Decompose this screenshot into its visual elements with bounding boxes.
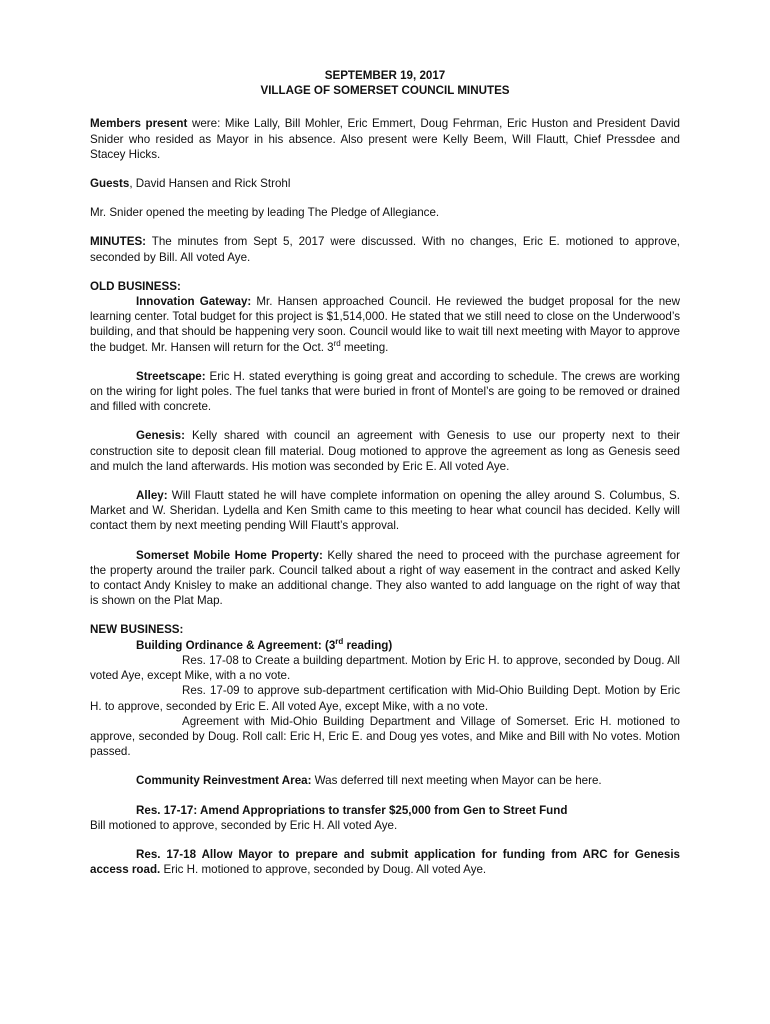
document-title: VILLAGE OF SOMERSET COUNCIL MINUTES <box>260 84 510 98</box>
minutes-text: The minutes from Sept 5, 2017 were discussed. With no changes, Eric E. motioned to approve, seconded by Bill. All voted Aye. <box>90 235 680 264</box>
mobile-home-text: Kelly shared the need to proceed with the purchase agreement for the property around the trailer park. Council talked about a right of way easement in the contract and asked Kelly to contact Andy Knisley to make an additional change. They also wanted to add language on the right of way that is shown on the Plat Map. <box>90 548 680 608</box>
community-label: Community Reinvestment Area: <box>136 774 312 788</box>
minutes-document <box>90 68 680 877</box>
res-17-17 <box>90 803 680 818</box>
community-reinvestment <box>90 773 680 788</box>
innovation-text: Mr. Hansen approached Council. He reviewed the budget proposal for the new learning center. Total budget for this project is $1,514,000. He stated that we still need to close on the Underwood’s building, and that should be happening very soon. Council would like to wait till next meeting with Mayor to approve the budget. Mr. Hansen will return for the Oct. 3 <box>90 295 680 354</box>
res-17-17-label: Res. 17-17: Amend Appropriations to transfer $25,000 from Gen to Street Fund <box>136 803 568 817</box>
guests <box>90 176 680 191</box>
innovation-tail: meeting. <box>340 340 389 354</box>
streetscape <box>90 369 680 415</box>
old-business-heading: OLD BUSINESS: <box>90 279 181 293</box>
genesis-text: Kelly shared with council an agreement with Genesis to use our property next to their construction site to deposit clean fill material. Doug motioned to approve the agreement as long as Genesis seed and mulch the land afterwards. His motion was seconded by Eric E. All voted Aye. <box>90 429 680 473</box>
minutes-section <box>90 234 680 264</box>
minutes-label: MINUTES: <box>90 235 147 249</box>
guests-text: , David Hansen and Rick Strohl <box>129 177 291 191</box>
building-ordinance-heading: Building Ordinance & Agreement: (3rd reading) <box>136 636 393 652</box>
meeting-date: SEPTEMBER 19, 2017 <box>324 69 446 82</box>
res-17-18-label: Res. 17-18 Allow Mayor to prepare and submit application for funding from ARC for Genesis access road. <box>90 847 680 877</box>
mobile-home-label: Somerset Mobile Home Property: <box>136 548 323 562</box>
mobile-home-property <box>90 548 680 609</box>
alley-text: Will Flautt stated he will have complete information on opening the alley around S. Columbus, S. Market and W. Sheridan. Lydella and Ken Smith came to this meeting to hear what council has decided. Kelly will contact them by next meeting pending Will Flautt’s approval. <box>90 489 680 533</box>
alley-label: Alley: <box>136 489 168 503</box>
res-17-17-text: Bill motioned to approve, seconded by Eric H. All voted Aye. <box>90 818 398 832</box>
members-label: Members present <box>90 117 188 131</box>
streetscape-label: Streetscape: <box>136 369 206 383</box>
members-present <box>90 116 680 162</box>
innovation-gateway <box>90 294 680 355</box>
genesis <box>90 428 680 474</box>
members-text: were: Mike Lally, Bill Mohler, Eric Emmert, Doug Fehrman, Eric Huston and President David Snider who resided as Mayor in his absence. Also present were Kelly Beem, Will Flautt, Chief Pressdee and Stacey Hicks. <box>90 117 680 161</box>
streetscape-text: Eric H. stated everything is going great and according to schedule. The crews are working on the wiring for light poles. The fuel tanks that were buried in front of Montel’s are going to be removed or drained and filled with concrete. <box>90 369 680 414</box>
opening-statement: Mr. Snider opened the meeting by leading The Pledge of Allegiance. <box>90 206 440 220</box>
res-17-09: Res. 17-09 to approve sub-department certification with Mid-Ohio Building Dept. Motion by Eric H. to approve, seconded by Eric E. All voted Aye, except Mike, with a no vote. <box>90 684 680 713</box>
innovation-label: Innovation Gateway: <box>136 295 252 309</box>
res-17-08: Res. 17-08 to Create a building department. Motion by Eric H. to approve, seconded by Doug. All voted Aye, except Mike, with a no vote. <box>90 653 680 683</box>
res-17-18 <box>90 847 680 877</box>
guests-label: Guests <box>90 177 130 191</box>
new-business-heading: NEW BUSINESS: <box>90 623 184 637</box>
mid-ohio-agreement: Agreement with Mid-Ohio Building Department and Village of Somerset. Eric H. motioned to approve, seconded by Doug. Roll call: Eric H, Eric E. and Doug yes votes, and Mike and Bill with No votes. Motion passed. <box>90 714 680 759</box>
alley <box>90 488 680 534</box>
community-text: Was deferred till next meeting when Mayor can be here. <box>311 774 602 788</box>
innovation-sup: rd <box>333 338 341 348</box>
res-17-18-text: Eric H. motioned to approve, seconded by Doug. All voted Aye. <box>160 863 487 877</box>
genesis-label: Genesis: <box>136 429 185 443</box>
